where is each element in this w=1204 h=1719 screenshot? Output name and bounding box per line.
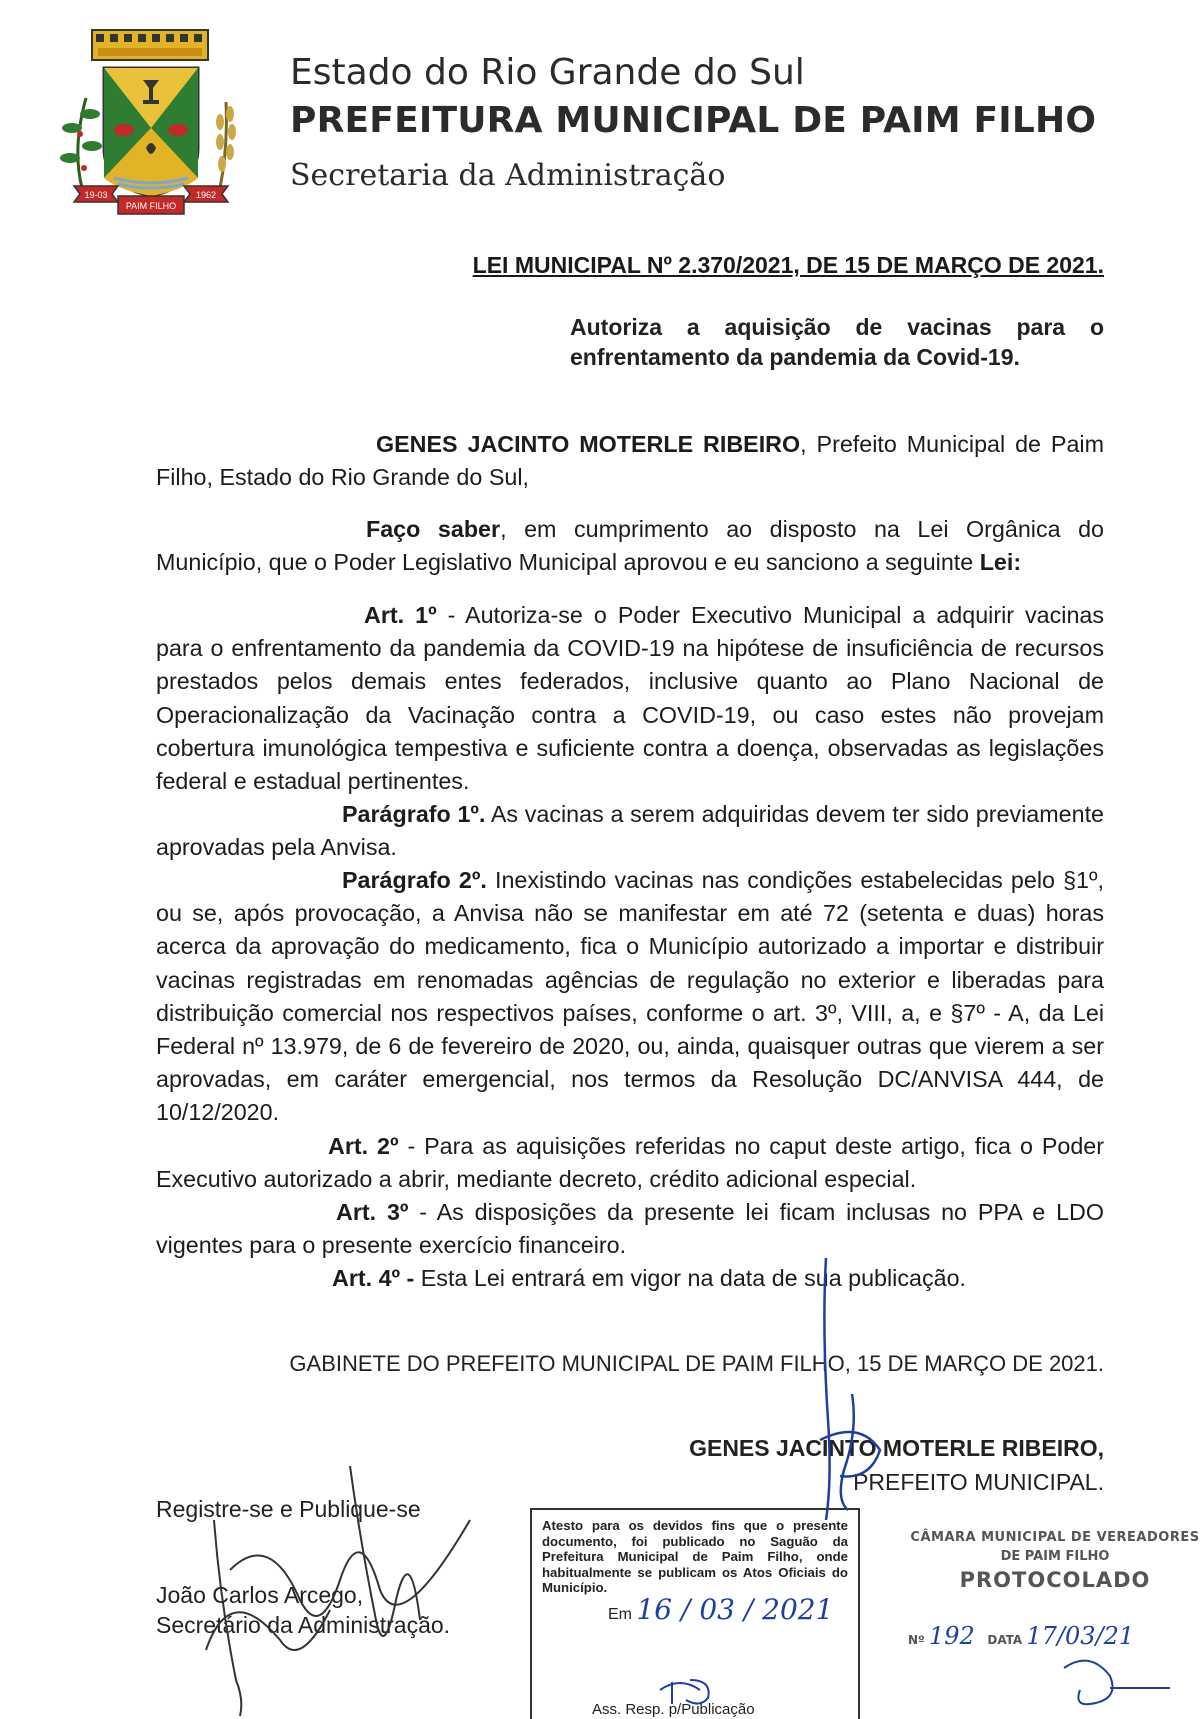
- article-3: [156, 1196, 1104, 1262]
- paragraph-1-label: Parágrafo 1º.: [342, 801, 486, 827]
- register-publish-line: Registre-se e Publique-se: [156, 1496, 421, 1522]
- intro-paragraph: [156, 428, 1104, 494]
- paragraph-1-text: As vacinas a serem adquiridas devem ter sido previamente aprovadas pela Anvisa.: [156, 801, 1104, 861]
- article-3-text: - As disposições da presente lei ficam inclusas no PPA e LDO vigentes para o presente exercício financeiro.: [156, 1199, 1104, 1259]
- faco-saber-lei: Lei:: [979, 549, 1022, 576]
- publication-stamp-date: [608, 1593, 834, 1626]
- coffee-branch-icon: [60, 98, 102, 188]
- publication-stamp: [530, 1508, 860, 1719]
- shield-icon: [104, 68, 198, 196]
- paragraph-2-text: Inexistindo vacinas nas condições estabelecidas pelo §1º, ou se, após provocação, a Anvisa não se manifestar em até 72 (setenta e duas) horas acerca da aprovação do medicamento, fica o Município autorizado a importar e distribuir vacinas registradas em renomadas agências de regulação no exterior e liberadas para distribuição comercial nos respectivos países, conforme o art. 3º, VIII, a, e §7º - A, da Lei Federal nº 13.979, de 6 de fevereiro de 2020, ou, ainda, quaisquer outras que vierem a ser aprovadas, em caráter emergencial, nos termos da Resolução DC/ANVISA 444, de 10/12/2020.: [156, 867, 1104, 1126]
- article-1: [156, 599, 1104, 798]
- publication-stamp-date-value: 16 / 03 / 2021: [636, 1593, 834, 1626]
- crest-banner-label: PAIM FILHO: [125, 201, 177, 211]
- faco-saber-paragraph: [156, 513, 1104, 579]
- article-1-text: - Autoriza-se o Poder Executivo Municipal a adquirir vacinas para o enfrentamento da pandemia da COVID-19 na hipótese de insuficiência de recursos prestados pelos demais entes federados, inclusive quanto ao Plano Nacional de Operacionalização da Vacinação contra a COVID-19, ou caso estes não provejam cobertura imunológica tempestiva e suficiente contra a doença, observadas as legislações federal e estadual pertinentes.: [156, 602, 1105, 795]
- prefeitura-name: PREFEITURA MUNICIPAL DE PAIM FILHO: [290, 100, 1097, 141]
- faco-saber-text: , em cumprimento ao disposto na Lei Orgânica do Município, que o Poder Legislativo Municipal aprovou e eu sanciono a seguinte: [156, 516, 1105, 576]
- paragraph-1: [156, 798, 1104, 864]
- wheat-icon: [216, 102, 236, 188]
- article-2: [156, 1130, 1104, 1196]
- paragraph-2: [156, 864, 1104, 1130]
- publication-stamp-text: Atesto para os devidos fins que o presente documento, foi publicado no Saguão da Prefeitura Municipal de Paim Filho, onde habitualmente se publicam os Atos Oficiais do Município.: [542, 1518, 848, 1595]
- mayor-signature-role: PREFEITO MUNICIPAL.: [853, 1469, 1104, 1495]
- article-1-label: Art. 1º: [364, 602, 437, 628]
- law-ementa: Autoriza a aquisição de vacinas para o enfrentamento da pandemia da Covid-19.: [570, 314, 1104, 370]
- secretaria-name: Secretaria da Administração: [290, 158, 726, 193]
- state-name: Estado do Rio Grande do Sul: [290, 52, 805, 93]
- camara-protocolado: PROTOCOLADO: [959, 1568, 1151, 1592]
- secretary-role: Secretário da Administração.: [156, 1612, 451, 1638]
- camara-no-value: 192: [929, 1622, 975, 1650]
- faco-saber-label: Faço saber: [366, 516, 501, 542]
- municipal-crest: [58, 18, 258, 238]
- intro-rest: , Prefeito Municipal de Paim Filho, Estado do Rio Grande do Sul,: [156, 431, 1104, 491]
- article-2-label: Art. 2º: [328, 1133, 399, 1159]
- article-2-text: - Para as aquisições referidas no caput deste artigo, fica o Poder Executivo autorizado a abrir, mediante decreto, crédito adicional especial.: [156, 1133, 1104, 1193]
- camara-number-date: [908, 1622, 1134, 1650]
- article-4: [156, 1262, 1104, 1295]
- mayor-signature-name: GENES JACINTO MOTERLE RIBEIRO,: [689, 1435, 1104, 1461]
- camara-data-label: DATA: [987, 1633, 1023, 1647]
- paragraph-2-label: Parágrafo 2º.: [342, 867, 487, 893]
- intro-mayor-name: GENES JACINTO MOTERLE RIBEIRO: [376, 431, 801, 457]
- publication-stamp-resp: Ass. Resp. p/Publicação: [592, 1701, 755, 1718]
- secretary-name: João Carlos Arcego,: [156, 1582, 364, 1608]
- article-4-text: Esta Lei entrará em vigor na data de sua publicação.: [414, 1265, 966, 1291]
- camara-line-1: CÂMARA MUNICIPAL DE VEREADORES: [910, 1530, 1200, 1545]
- law-title: LEI MUNICIPAL Nº 2.370/2021, DE 15 DE MARÇO DE 2021.: [472, 252, 1104, 278]
- crest-left-year: 19-03: [84, 190, 108, 200]
- camara-data-value: 17/03/21: [1026, 1622, 1135, 1650]
- article-3-label: Art. 3º: [336, 1199, 409, 1225]
- article-4-label: Art. 4º -: [332, 1265, 415, 1291]
- camara-line-2: DE PAIM FILHO: [1000, 1549, 1110, 1564]
- crest-right-year: 1962: [195, 190, 217, 200]
- camara-no-label: Nº: [908, 1633, 925, 1647]
- gabinete-line: GABINETE DO PREFEITO MUNICIPAL DE PAIM FILHO, 15 DE MARÇO DE 2021.: [289, 1351, 1104, 1376]
- camara-protocol-stamp: [906, 1530, 1204, 1650]
- crown-icon: [92, 30, 208, 60]
- publication-stamp-em: Em: [608, 1606, 632, 1623]
